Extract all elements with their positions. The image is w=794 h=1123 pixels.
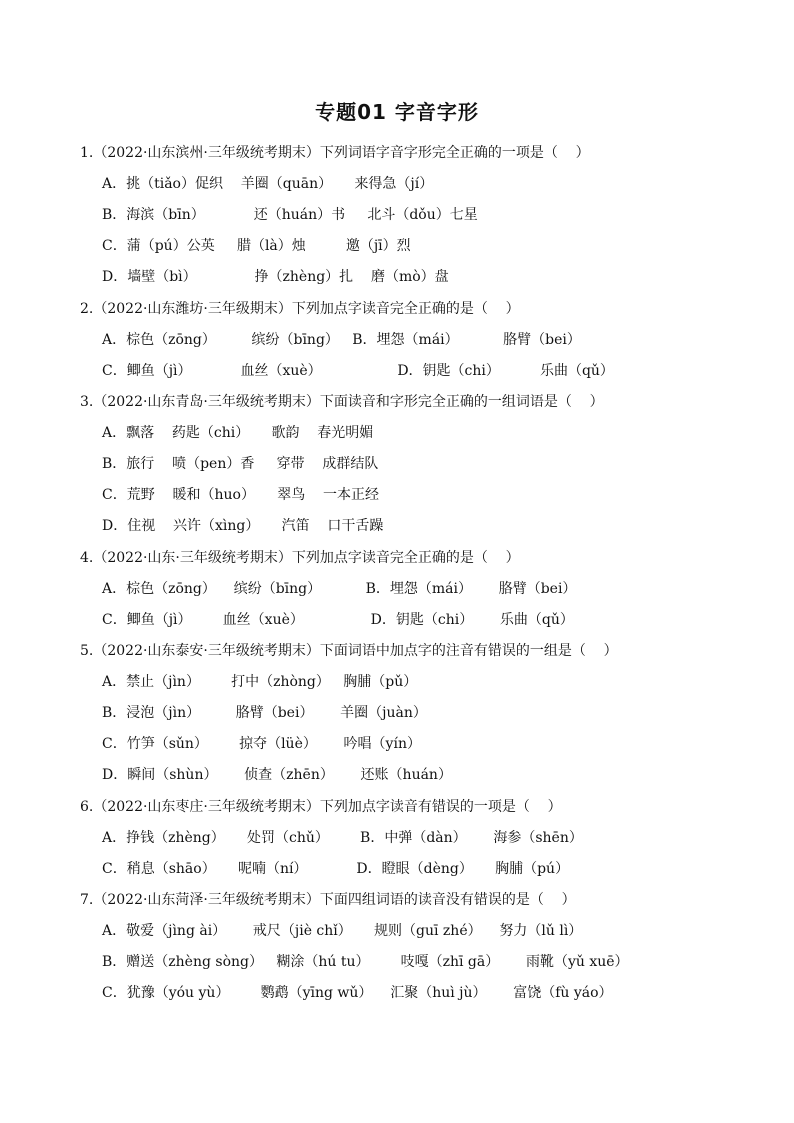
question-1-stem: 1.（2022·山东滨州·三年级统考期末）下列词语字音字形完全正确的一项是（ ） [80,145,590,161]
question-6-stem: 6.（2022·山东枣庄·三年级统考期末）下列加点字读音有错误的一项是（ ） [80,799,562,815]
question-1-option-a: A．挑（tiǎo）促织 羊圈（quān） 来得急（jí） [102,176,434,192]
question-4-option-cd: C．鲫鱼（jì） 血丝（xuè） D．钥匙（chi） 乐曲（qǔ） [102,612,574,628]
question-2-option-cd: C．鲫鱼（jì） 血丝（xuè） D．钥匙（chi） 乐曲（qǔ） [102,363,614,379]
question-6-option-cd: C．稍息（shāo） 呢喃（ní） D．瞪眼（dèng） 胸脯（pú） [102,861,570,877]
question-5-option-d: D．瞬间（shùn） 侦查（zhēn） 还账（huán） [102,767,452,783]
question-7-option-c: C．犹豫（yóu yù） 鹦鹉（yīng wǔ） 汇聚（huì jù） 富饶（fù yáo） [102,985,613,1001]
question-4-stem: 4.（2022·山东·三年级统考期末）下列加点字读音完全正确的是（ ） [80,550,520,566]
question-7-option-b: B．赠送（zhèng sòng） 糊涂（hú tu） 吱嘎（zhī gā） 雨靴（yǔ xuē） [102,954,629,970]
question-3-option-c: C．荒野 暖和（huo） 翠鸟 一本正经 [102,487,380,503]
question-7-option-a: A．敬爱（jìng ài） 戒尺（jiè chǐ） 规则（guī zhé） 努力（lǔ lì） [102,923,583,939]
question-5-option-b: B．浸泡（jìn） 胳臂（bei） 羊圈（juàn） [102,705,427,721]
question-1-option-d: D．墙壁（bì） 挣（zhèng）扎 磨（mò）盘 [102,269,449,285]
question-1-option-b: B．海滨（bīn） 还（huán）书 北斗（dǒu）七星 [102,207,478,223]
question-4-option-ab: A．棕色（zōng） 缤纷（bīng） B．埋怨（mái） 胳臂（bei） [102,581,577,597]
page-title: 专题01 字音字形 [315,100,479,124]
question-7-stem: 7.（2022·山东菏泽·三年级统考期末）下面四组词语的读音没有错误的是（ ） [80,892,576,908]
question-1-option-c: C．蒲（pú）公英 腊（là）烛 邀（jī）烈 [102,238,411,254]
question-3-option-d: D．住视 兴许（xìng） 汽笛 口干舌躁 [102,518,384,534]
question-5-stem: 5.（2022·山东泰安·三年级统考期末）下面词语中加点字的注音有错误的一组是（ ） [80,643,618,659]
question-6-option-ab: A．挣钱（zhèng） 处罚（chǔ） B．中弹（dàn） 海参（shēn） [102,830,583,846]
question-5-option-a: A．禁止（jìn） 打中（zhòng） 胸脯（pǔ） [102,674,418,690]
question-3-stem: 3.（2022·山东青岛·三年级统考期末）下面读音和字形完全正确的一组词语是（ ） [80,394,604,410]
question-2-stem: 2.（2022·山东潍坊·三年级期末）下列加点字读音完全正确的是（ ） [80,301,520,317]
question-2-option-ab: A．棕色（zōng） 缤纷（bīng） B．埋怨（mái） 胳臂（bei） [102,332,581,348]
question-3-option-a: A．飘落 药匙（chi） 歌韵 春光明媚 [102,425,374,441]
question-5-option-c: C．竹笋（sǔn） 掠夺（lüè） 吟唱（yín） [102,736,421,752]
question-3-option-b: B．旅行 喷（pen）香 穿带 成群结队 [102,456,379,472]
